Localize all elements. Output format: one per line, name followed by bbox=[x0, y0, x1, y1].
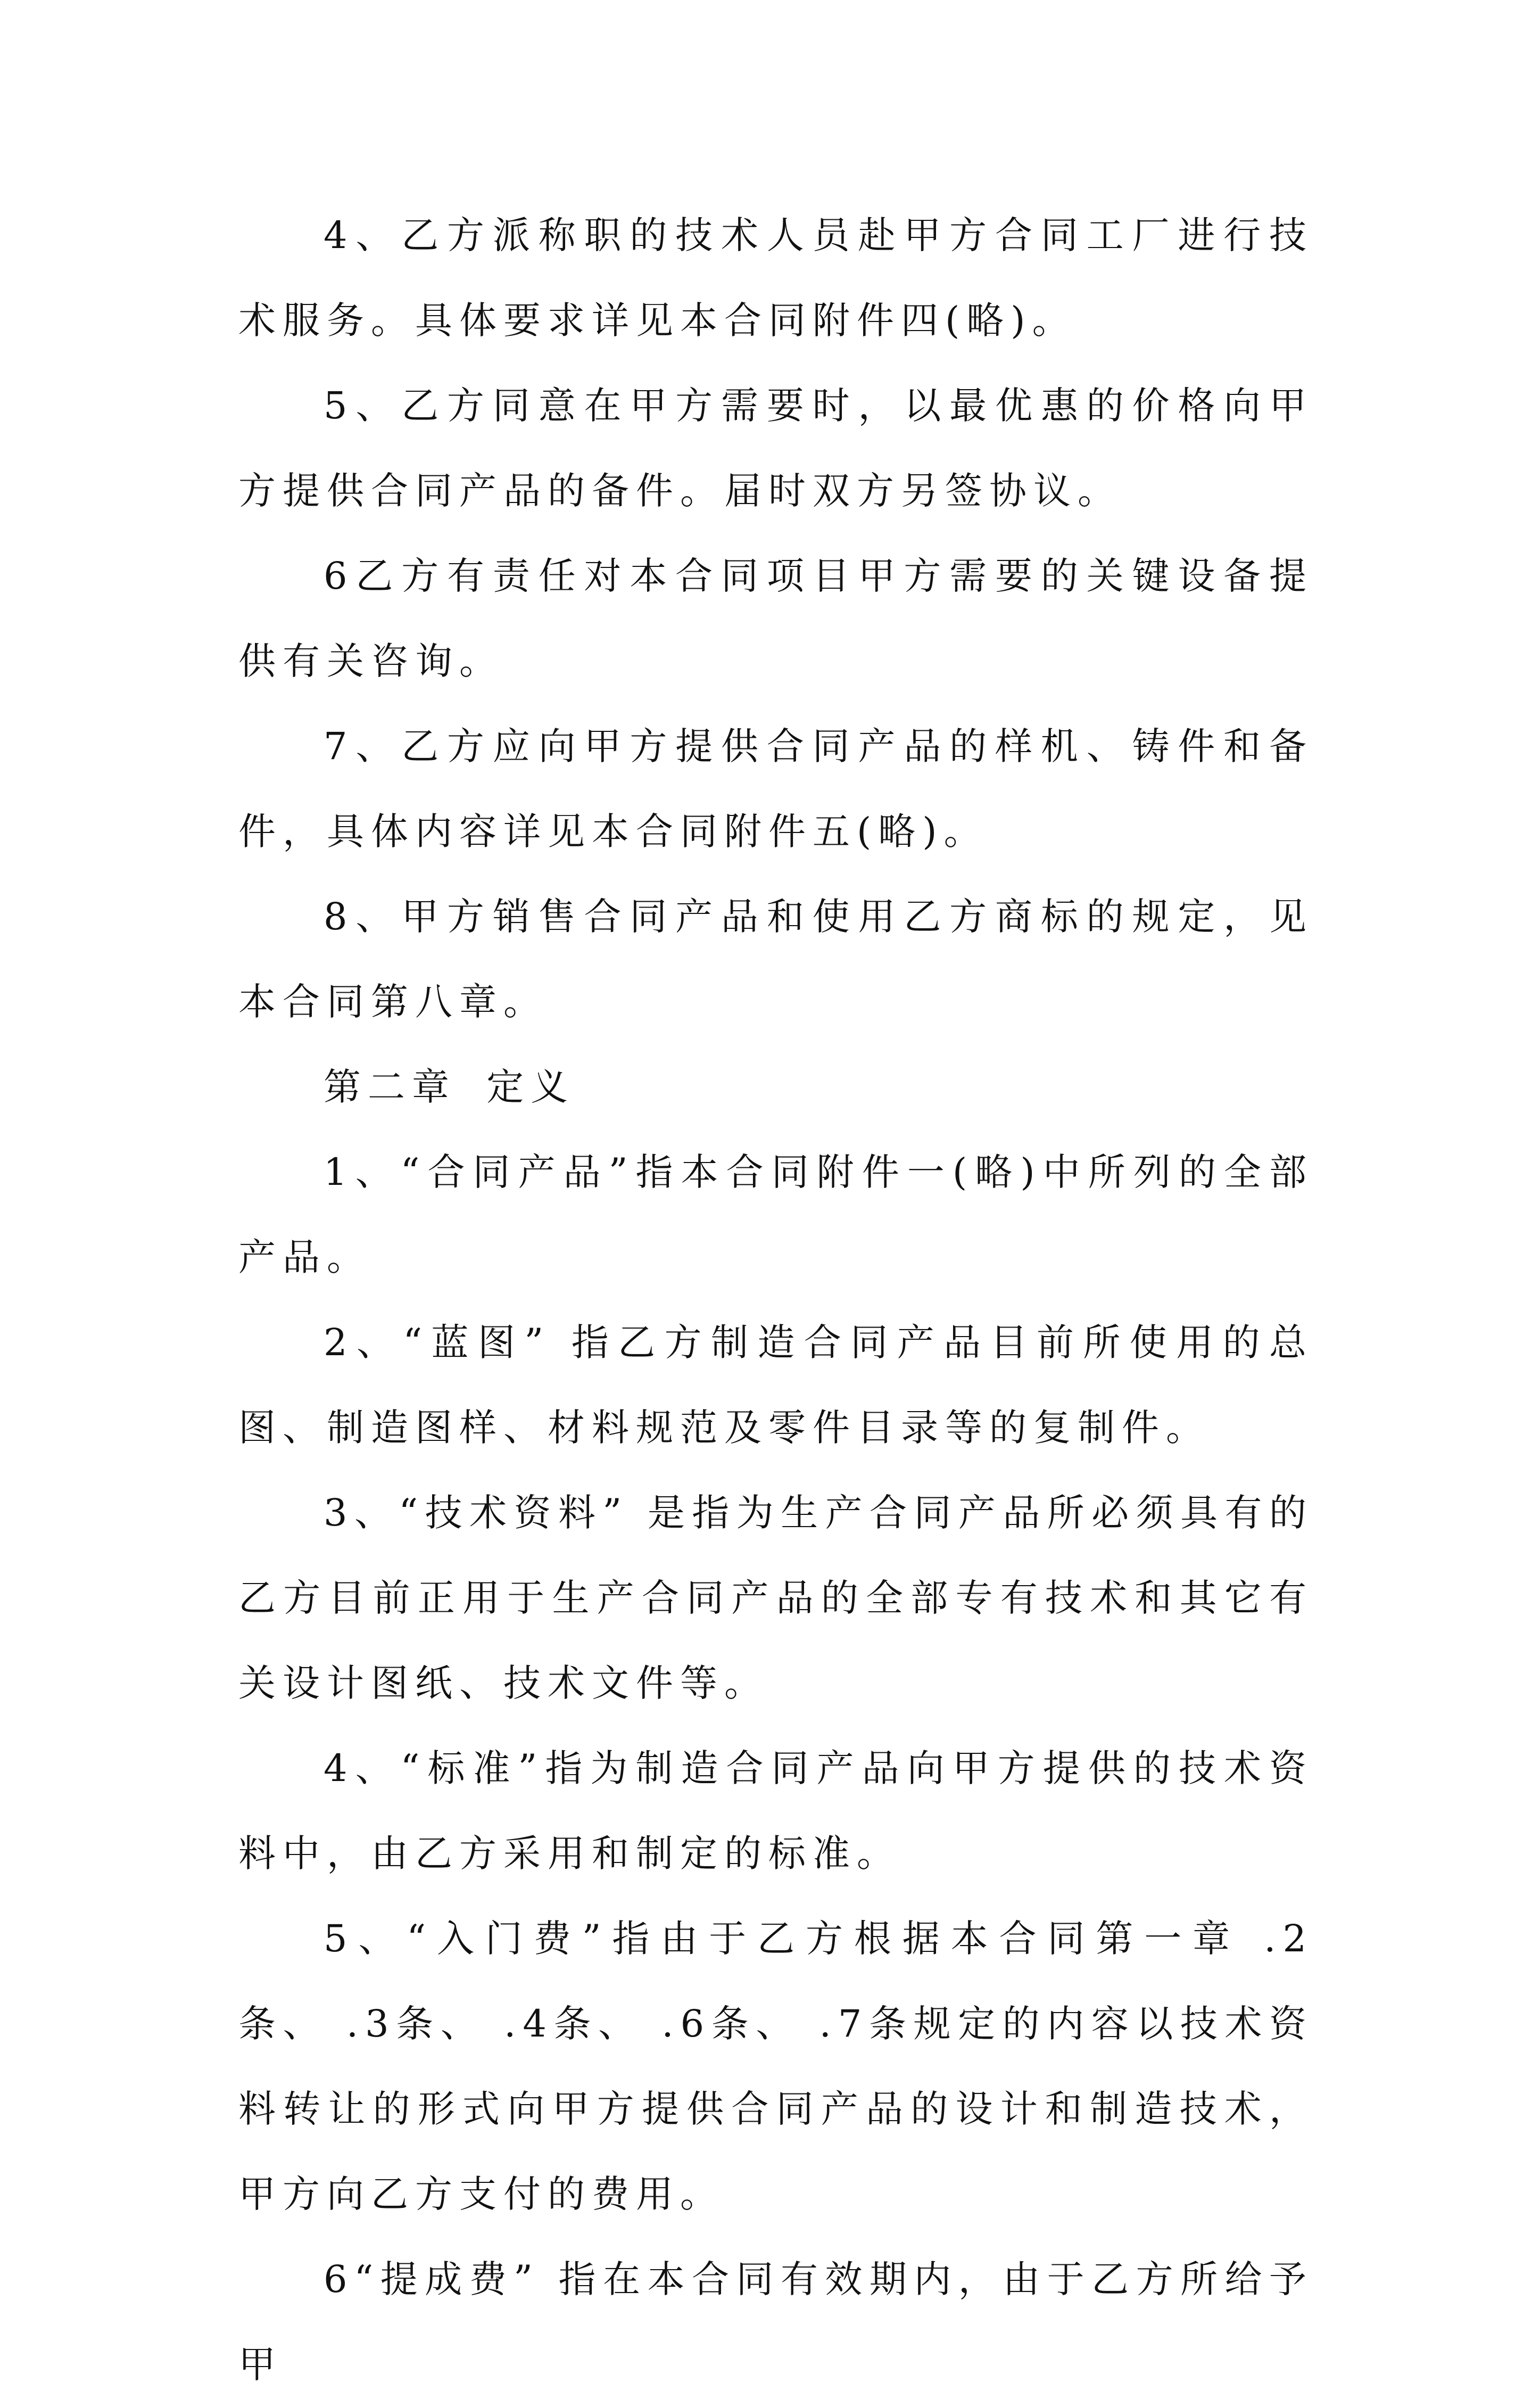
document-body bbox=[238, 193, 1313, 2407]
clause-1-8: 8、甲方销售合同产品和使用乙方商标的规定，见本合同第八章。 bbox=[238, 895, 1313, 1024]
clause-1-4: 4、乙方派称职的技术人员赴甲方合同工厂进行技术服务。具体要求详见本合同附件四(略)。 bbox=[238, 213, 1313, 342]
definition-1: 1、“合同产品”指本合同附件一(略)中所列的全部产品。 bbox=[238, 1150, 1313, 1279]
definition-5: 5、“入门费”指由于乙方根据本合同第一章 .2条、 .3条、 .4条、 .6条、 .7条规定的内容以技术资料转让的形式向甲方提供合同产品的设计和制造技术，甲方向乙方支付的费用。 bbox=[238, 1917, 1313, 2216]
definition-3: 3、“技术资料” 是指为生产合同产品所必须具有的乙方目前正用于生产合同产品的全部专有技术和其它有关设计图纸、技术文件等。 bbox=[238, 1491, 1313, 1705]
clause-1-7: 7、乙方应向甲方提供合同产品的样机、铸件和备件，具体内容详见本合同附件五(略)。 bbox=[238, 724, 1313, 853]
clause-1-6: 6乙方有责任对本合同项目甲方需要的关键设备提供有关咨询。 bbox=[238, 554, 1313, 683]
clause-1-5: 5、乙方同意在甲方需要时，以最优惠的价格向甲方提供合同产品的备件。届时双方另签协议。 bbox=[238, 384, 1313, 513]
chapter-heading: 第二章 定义 bbox=[324, 1065, 575, 1109]
definition-2: 2、“蓝图” 指乙方制造合同产品目前所使用的总图、制造图样、材料规范及零件目录等的复制件。 bbox=[238, 1321, 1313, 1449]
definition-6: 6“提成费” 指在本合同有效期内，由于乙方所给予甲 bbox=[238, 2257, 1313, 2386]
definition-4: 4、“标准”指为制造合同产品向甲方提供的技术资料中，由乙方采用和制定的标准。 bbox=[238, 1746, 1313, 1875]
